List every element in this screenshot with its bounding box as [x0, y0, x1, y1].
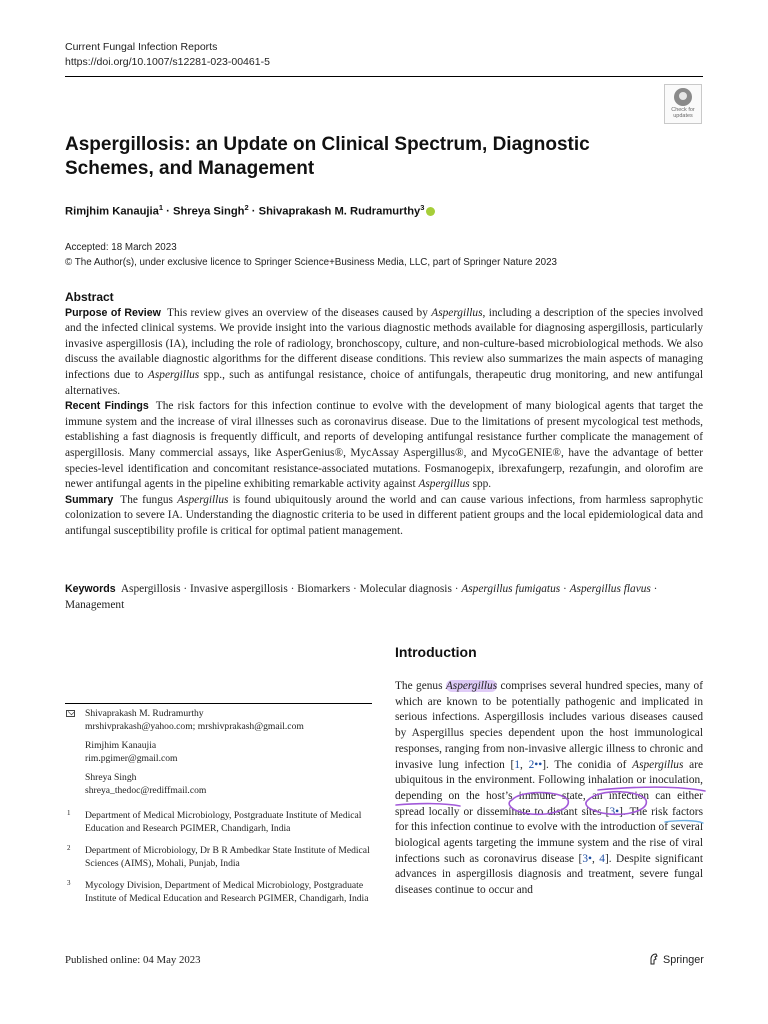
badge-line2: updates	[673, 113, 693, 119]
publisher-logo	[648, 953, 704, 966]
keywords-text: Aspergillosis · Invasive aspergillosis · Biomarkers · Molecular diagnosis ·	[120, 583, 462, 595]
author-aff: 3	[420, 203, 425, 212]
genus-italic: Aspergillus	[445, 680, 498, 692]
accepted-date: Accepted: 18 March 2023	[65, 242, 177, 253]
affiliation-text: Department of Medical Microbiology, Postgraduate Institute of Medical Education and Research PGIMER, Chandigarh, India	[85, 810, 362, 834]
affiliation-number: 2	[67, 844, 71, 853]
intro-text: ]. The risk factors for this infection continue to evolve with the introduction of several biological agents targeting the immune system and the rise of viral infections such as coronavirus disease [	[395, 805, 703, 865]
affiliation-text: Mycology Division, Department of Medical Microbiology, Postgraduate Institute of Medical Education and Research PGIMER, Chandigarh, India	[85, 880, 369, 904]
findings-text: The risk factors for this infection continue to evolve with the development of many biological agents that target the immune system and the increase of viral illnesses such as coronavirus disease. Due to the limitations of present mycological test methods, establishing a fast diagnosis is frequently difficult, and reports of developing antifungal resistance further complicate the management of aspergillosis. Many commercial assays, like AsperGenius®, MycAssay Aspergillus®, and MycoGENIE®, have the advantage of better species-level identification and concomitant resistance-associated mutations. Fosmanogepix, ibrexafungerp, rezafungin, and olorofim are newer antifungal agents in the pipeline exhibiting remarkable activity against	[65, 400, 703, 491]
findings-text: spp.	[469, 478, 492, 491]
copyright-line: © The Author(s), under exclusive licence to Springer Science+Business Media, LLC, part of Springer Nature 2023	[65, 257, 557, 268]
article-title: Aspergillosis: an Update on Clinical Spectrum, Diagnostic Schemes, and Management	[65, 134, 590, 179]
purpose-text: This review gives an overview of the diseases caused by	[167, 306, 432, 319]
affiliation-text: Department of Microbiology, Dr B R Ambedkar State Institute of Medical Sciences (AIMS), Mohali, Punjab, India	[85, 845, 370, 869]
publisher-name: Springer	[663, 954, 704, 966]
author-name[interactable]: Shreya Singh	[173, 205, 245, 218]
summary-text: The fungus	[120, 493, 178, 506]
keyword-italic: Aspergillus flavus	[569, 583, 651, 595]
abstract-heading: Abstract	[65, 290, 114, 304]
pen-underline-ubiquitous	[598, 787, 705, 791]
contact-email[interactable]: shreya_thedoc@rediffmail.com	[85, 784, 207, 796]
contact-email[interactable]: mrshivprakash@yahoo.com; mrshivprakash@gmail.com	[85, 720, 304, 732]
author-name[interactable]: Rimjhim Kanaujia	[65, 205, 159, 218]
pen-underline-spread	[665, 821, 703, 823]
purpose-text: spp., such as antifungal resistance, choice of antifungals, therapeutic drug monitoring, and new antifungal alternatives.	[65, 368, 703, 397]
citation-link[interactable]: 3•	[609, 805, 620, 818]
keyword-sep: ·	[560, 583, 570, 595]
citation-link[interactable]: 2••	[528, 758, 543, 771]
keywords-label: Keywords	[65, 583, 116, 595]
pen-circle-inoculation	[586, 792, 646, 815]
purpose-label: Purpose of Review	[65, 306, 161, 319]
author-aff: 1	[158, 203, 164, 212]
doi-link[interactable]: https://doi.org/10.1007/s12281-023-00461-5	[65, 56, 270, 68]
journal-name: Current Fungal Infection Reports	[65, 41, 218, 53]
affiliation-number: 3	[67, 879, 71, 888]
citation-link[interactable]: 4	[599, 852, 605, 865]
contact-name: Shreya Singh	[85, 772, 137, 784]
author-aff: 2	[244, 203, 249, 212]
introduction-heading: Introduction	[395, 644, 477, 660]
summary-label: Summary	[65, 493, 114, 506]
pen-circle-inhalation	[509, 793, 568, 815]
intro-text: The genus	[395, 680, 446, 692]
genus-italic: Aspergillus	[632, 758, 684, 771]
badge-line1: Check for	[671, 107, 695, 113]
pen-underline-environment	[396, 804, 460, 806]
contact-email[interactable]: rim.pgimer@gmail.com	[85, 752, 178, 764]
citation-link[interactable]: 3•	[582, 852, 592, 865]
author-list: Rimjhim Kanaujia$^1$ · Shreya Singh$^2$ · Shivaprakash M. Rudramurthy$^3$	[65, 203, 435, 218]
genus-italic: Aspergillus	[147, 368, 200, 381]
keywords-text: · Management	[65, 583, 658, 611]
author-name[interactable]: Shivaprakash M. Rudramurthy	[258, 205, 421, 218]
genus-italic: Aspergillus	[418, 478, 470, 491]
summary-text: is found ubiquitously around the world and can cause various infections, from harmless saprophytic colonization to severe IA. Understanding the diagnostic criteria to be used in different patient groups and the local epidemiological data and antifungal susceptibility profile is critical for optimal patient management.	[65, 493, 704, 537]
springer-horse-icon	[648, 953, 660, 965]
findings-label: Recent Findings	[65, 400, 149, 413]
intro-text: ]. The conidia of	[542, 758, 633, 771]
intro-text: ,	[591, 852, 600, 865]
intro-text: ]. Despite significant advances in aspergillosis diagnosis and treatment, severe fungal diseases continue to occur and	[395, 852, 704, 897]
contact-name: Rimjhim Kanaujia	[85, 740, 157, 752]
genus-italic: Aspergillus	[431, 306, 483, 319]
genus-italic: Aspergillus	[177, 493, 229, 506]
intro-text: ,	[520, 758, 529, 771]
intro-text: comprises several hundred species, many of which are known to be potentially pathogenic and implicated in serious infections. Aspergillosis includes various diseases caused by Aspergillus species dependent upon the host immunological responses, ranging from non-invasive allergic illness to chronic and invasive lung infection [	[395, 680, 703, 771]
purpose-text: , including a description of the species involved and the infected clinical systems. We provide insight into the various diagnostic methods available for diagnosing aspergillosis, particularly invasive aspergillosis (IA), including the role of radiology, bronchoscopy, culture, and non-culture-based microbiological methods. We also discuss the available diagnostic algorithms for the different disease conditions. This review also summarizes the main aspects of managing infections due to	[65, 306, 703, 381]
published-date: Published online: 04 May 2023	[65, 954, 201, 966]
intro-text: are ubiquitous in the environment. Following inhalation or inoculation, depending on the host’s immune state, an infection can either spread locally or disseminate to distant sites [	[395, 758, 704, 818]
contact-name: Shivaprakash M. Rudramurthy	[85, 708, 204, 719]
citation-link[interactable]: 1	[514, 758, 521, 771]
affiliation-number: 1	[67, 809, 71, 817]
keyword-italic: Aspergillus fumigatus	[461, 583, 561, 595]
